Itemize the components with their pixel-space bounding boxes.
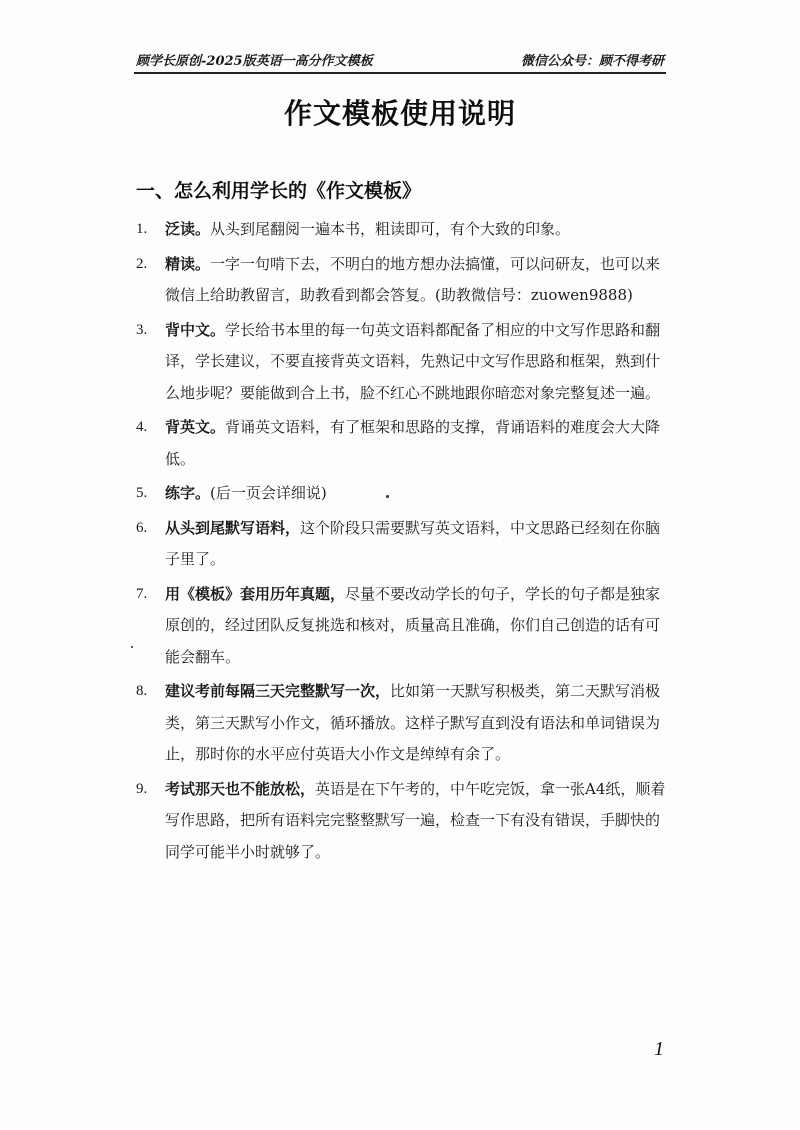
list-item-text: 学长给书本里的每一句英文语料都配备了相应的中文写作思路和翻译，学长建议，不要直接背英文语料，先熟记中文写作思路和框架，熟到什么地步呢？要能做到合上书，脸不红心不跳地跟你暗恋对象完整复述一遍。	[165, 320, 661, 402]
list-item-text: 一字一句啃下去，不明白的地方想办法搞懂，可以问研友，也可以来微信上给助教留言，助教看到都会答复。(助教微信号：zuowen9888)	[165, 254, 661, 304]
list-item-lead: 用《模板》套用历年真题，	[165, 584, 346, 603]
scan-speck	[386, 495, 389, 498]
list-item	[136, 315, 670, 410]
list-item-number: 6.	[136, 519, 148, 536]
list-item-text: 比如第一天默写积极类，第二天默写消极类，第三天默写小作文，循环播放。这样子默写直到没有语法和单词错误为止，那时你的水平应付英语大小作文是绰绰有余了。	[165, 682, 661, 763]
page-number: 1	[654, 1038, 664, 1060]
list-item-text: (后一页会详细说)	[210, 484, 327, 502]
instruction-list	[136, 214, 670, 871]
list-item-number: 7.	[136, 585, 148, 602]
list-item-lead: 背中文。	[165, 320, 226, 339]
scan-speck	[131, 646, 133, 648]
list-item	[136, 249, 670, 312]
list-item-number: 9.	[136, 780, 148, 797]
header-right-text: 微信公众号：顾不得考研	[520, 54, 664, 69]
list-item-number: 8.	[136, 683, 148, 699]
header-rule	[134, 72, 666, 74]
list-item	[136, 774, 670, 869]
list-item-number: 5.	[136, 485, 148, 501]
list-item-lead: 考试那天也不能放松，	[165, 779, 316, 798]
list-item-lead: 练字。	[165, 484, 211, 502]
list-item-text: 从头到尾翻阅一遍本书，粗读即可，有个大致的印象。	[210, 220, 571, 238]
list-item	[136, 513, 670, 576]
page-title: 作文模板使用说明	[283, 97, 516, 130]
list-item-number: 1.	[136, 221, 148, 237]
list-item-text: 英语是在下午考的，中午吃完饭，拿一张A4纸，顺着写作思路，把所有语料完完整整默写一遍，检查一下有没有错误，手脚快的同学可能半小时就够了。	[165, 779, 666, 861]
list-item-text: 背诵英文语料，有了框架和思路的支撑，背诵语料的难度会大大降低。	[165, 418, 661, 468]
list-item-text: 尽量不要改动学长的句子，学长的句子都是独家原创的，经过团队反复挑选和核对，质量高且准确，你们自己创造的话有可能会翻车。	[165, 584, 661, 666]
list-item-lead: 从头到尾默写语料，	[165, 518, 301, 537]
list-item-lead: 背英文。	[165, 418, 226, 436]
list-item-number: 4.	[136, 419, 148, 435]
header-left-text: 顾学长原创-2025版英语一高分作文模板	[136, 54, 373, 69]
list-item-number: 2.	[136, 255, 148, 272]
list-item-lead: 精读。	[165, 254, 211, 273]
list-item-number: 3.	[136, 321, 148, 338]
list-item-lead: 建议考前每隔三天完整默写一次，	[165, 682, 391, 700]
list-item-lead: 泛读。	[165, 220, 211, 238]
list-item	[136, 579, 670, 674]
list-item	[136, 478, 670, 510]
section-heading: 一、怎么利用学长的《作文模板》	[136, 180, 422, 202]
running-header	[136, 50, 664, 72]
list-item	[136, 412, 670, 475]
list-item	[136, 214, 670, 246]
list-item-text: 这个阶段只需要默写英文语料，中文思路已经刻在你脑子里了。	[165, 518, 661, 568]
list-item	[136, 676, 670, 771]
